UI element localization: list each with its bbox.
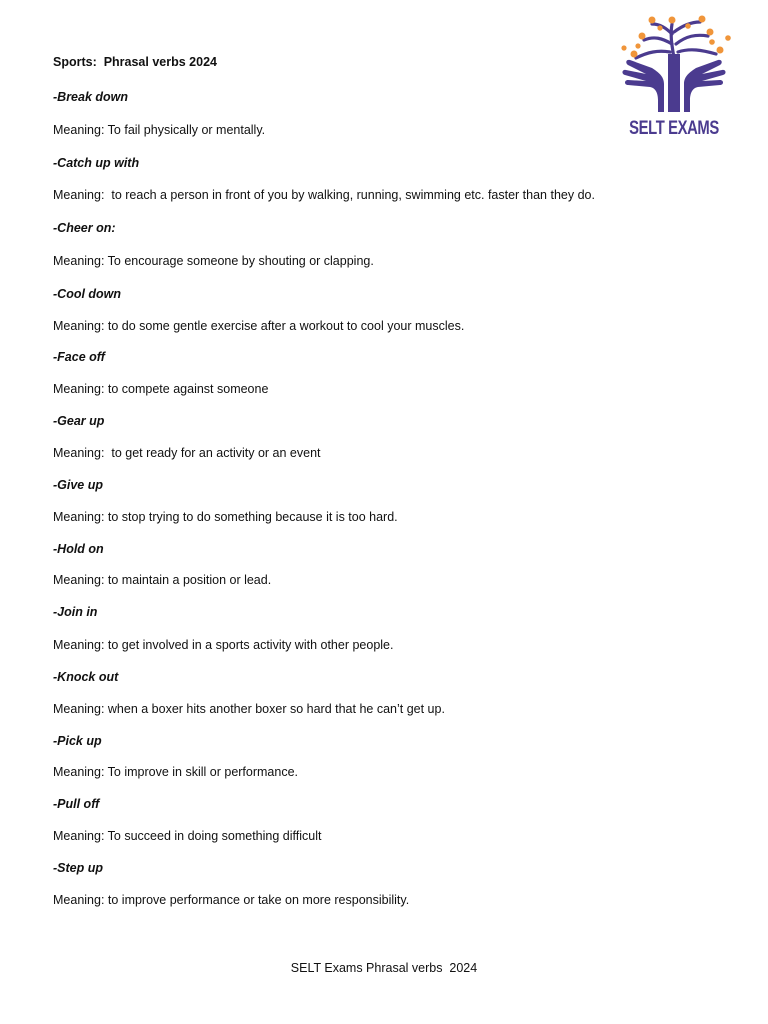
term-gear-up: -Gear up xyxy=(53,414,105,428)
term-face-off: -Face off xyxy=(53,350,105,364)
logo-text: SELT EXAMS xyxy=(629,118,719,139)
meaning-cool-down: Meaning: to do some gentle exercise after a workout to cool your muscles. xyxy=(53,319,465,333)
meaning-hold-on: Meaning: to maintain a position or lead. xyxy=(53,573,272,587)
term-cool-down: -Cool down xyxy=(53,287,122,301)
meaning-pick-up: Meaning: To improve in skill or performance. xyxy=(53,765,299,779)
meaning-join-in: Meaning: to get involved in a sports activity with other people. xyxy=(53,638,394,652)
meaning-knock-out: Meaning: when a boxer hits another boxer so hard that he can’t get up. xyxy=(53,702,445,716)
term-give-up: -Give up xyxy=(53,478,104,492)
selt-exams-logo xyxy=(612,14,736,148)
meaning-break-down: Meaning: To fail physically or mentally. xyxy=(53,123,266,137)
term-pick-up: -Pick up xyxy=(53,734,102,748)
meaning-gear-up: Meaning: to get ready for an activity or an event xyxy=(53,446,321,460)
meaning-step-up: Meaning: to improve performance or take on more responsibility. xyxy=(53,893,410,907)
meaning-face-off: Meaning: to compete against someone xyxy=(53,382,269,396)
term-knock-out: -Knock out xyxy=(53,670,119,684)
meaning-cheer-on: Meaning: To encourage someone by shouting or clapping. xyxy=(53,254,374,268)
meaning-catch-up-with: Meaning: to reach a person in front of you by walking, running, swimming etc. faster than they do. xyxy=(53,188,595,202)
term-pull-off: -Pull off xyxy=(53,797,100,811)
term-hold-on: -Hold on xyxy=(53,542,104,556)
term-break-down: -Break down xyxy=(53,90,129,104)
term-step-up: -Step up xyxy=(53,861,103,875)
term-catch-up-with: -Catch up with xyxy=(53,156,140,170)
meaning-pull-off: Meaning: To succeed in doing something difficult xyxy=(53,829,322,843)
term-join-in: -Join in xyxy=(53,605,98,619)
meaning-give-up: Meaning: to stop trying to do something because it is too hard. xyxy=(53,510,398,524)
page-footer: SELT Exams Phrasal verbs 2024 xyxy=(290,961,478,975)
tree-hands-icon xyxy=(612,14,736,118)
page-title: Sports: Phrasal verbs 2024 xyxy=(53,55,217,69)
term-cheer-on: -Cheer on: xyxy=(53,221,116,235)
